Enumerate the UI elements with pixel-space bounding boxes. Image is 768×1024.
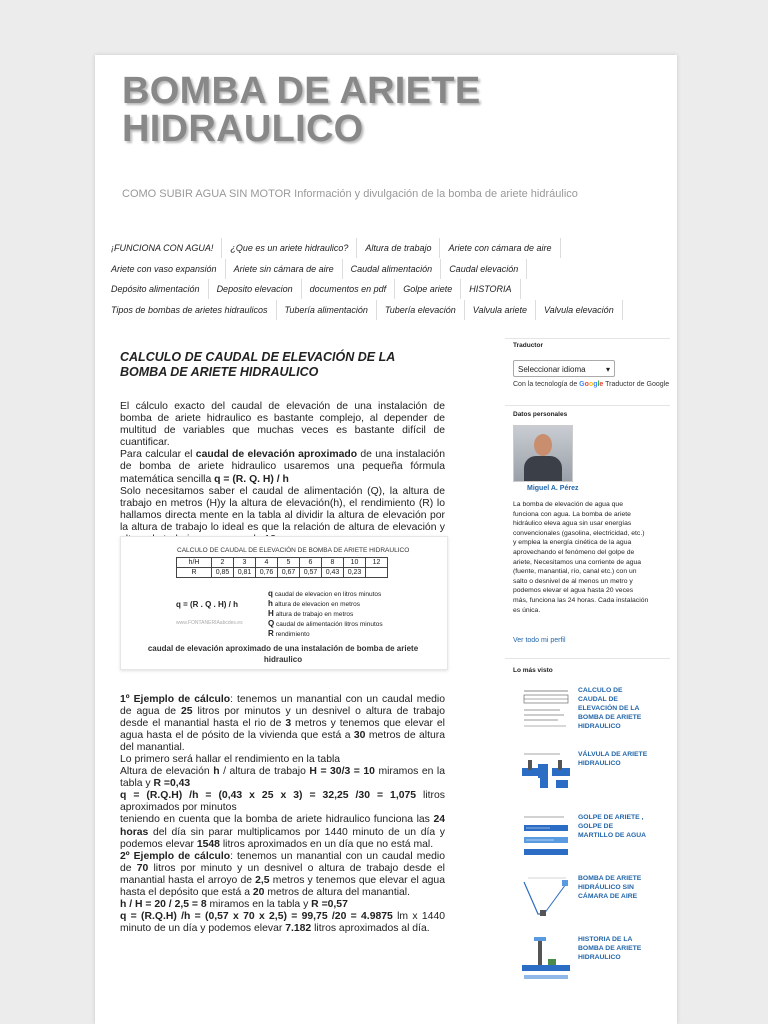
table-cell bbox=[366, 568, 388, 578]
nav-link[interactable]: documentos en pdf bbox=[302, 279, 396, 299]
paragraph bbox=[120, 851, 445, 899]
paragraph bbox=[120, 899, 445, 911]
legend-text: altura de elevacion en metros bbox=[274, 601, 360, 608]
table-cell: 10 bbox=[344, 558, 366, 568]
text: : tenemos un manantial con un caudal medio de agua de bbox=[120, 694, 445, 718]
legend-text: caudal de elevacion en litros minutos bbox=[274, 591, 382, 598]
table-cell: 6 bbox=[300, 558, 322, 568]
author-avatar[interactable] bbox=[513, 425, 573, 482]
text: metros y tenemos que elevar el agua hasta el depósito que está a bbox=[120, 874, 445, 899]
popular-post-link[interactable]: CALCULO DE CAUDAL DE ELEVACIÓN DE LA BOMBA DE ARIETE HIDRAULICO bbox=[578, 687, 642, 730]
legend-text: rendimiento bbox=[275, 631, 310, 638]
translator-heading: Traductor bbox=[513, 342, 543, 349]
legend-item bbox=[268, 609, 383, 619]
text: metros y tenemos que elevar el agua hasta el de pósito de la vivienda que está a bbox=[120, 718, 445, 742]
nav-link[interactable]: Tubería elevación bbox=[377, 300, 465, 320]
text: litros aproximados por minutos bbox=[120, 790, 445, 814]
paragraph bbox=[120, 766, 445, 790]
paragraph bbox=[120, 694, 445, 754]
table-thumbnail-icon[interactable] bbox=[520, 686, 572, 734]
text: miramos en la tabla y bbox=[120, 766, 445, 790]
view-profile-link[interactable]: Ver todo mi perfil bbox=[513, 637, 566, 644]
bold-text: h / H = 20 / 2,5 = 8 bbox=[120, 899, 207, 911]
nav-link[interactable]: Tipos de bombas de arietes hidraulicos bbox=[103, 300, 277, 320]
post-title[interactable]: CALCULO DE CAUDAL DE ELEVACIÓN DE LA BOMBA DE ARIETE HIDRAULICO bbox=[120, 350, 395, 379]
legend-item bbox=[268, 629, 383, 639]
nav-link[interactable]: Ariete sin cámara de aire bbox=[226, 259, 343, 279]
table-cell: 0,67 bbox=[278, 568, 300, 578]
bold-text: H = 30/3 = 10 bbox=[309, 766, 375, 778]
avatar-head bbox=[534, 434, 552, 456]
google-translate-credit bbox=[513, 381, 669, 388]
text: metros de altura del manantial. bbox=[264, 887, 410, 899]
text: metros de altura del manantial. bbox=[120, 730, 445, 754]
pump-diagram-thumbnail-icon[interactable] bbox=[520, 874, 572, 922]
bold-text: 2º Ejemplo de cálculo bbox=[120, 850, 231, 862]
nav-link[interactable]: Ariete con vaso expansión bbox=[103, 259, 226, 279]
popular-post-link[interactable]: HISTORIA DE LA BOMBA DE ARIETE HIDRAULICO bbox=[578, 936, 642, 961]
bold-text: 2,5 bbox=[255, 874, 270, 886]
efficiency-table bbox=[176, 557, 388, 578]
table-cell: 0,57 bbox=[300, 568, 322, 578]
popular-post-link[interactable]: BOMBA DE ARIETE HIDRÁULICO SIN CÁMARA DE AIRE bbox=[578, 875, 642, 900]
table-header: R bbox=[177, 568, 212, 578]
text: lm x 1440 minuto de un día y podemos elevar bbox=[120, 911, 445, 935]
nav-row-1 bbox=[103, 238, 561, 258]
table-cell: 3 bbox=[234, 558, 256, 568]
bold-text: 3 bbox=[285, 718, 292, 730]
formula-table-image bbox=[120, 536, 448, 670]
legend-symbol: H bbox=[268, 609, 274, 618]
popular-posts-heading: Lo más visto bbox=[513, 667, 553, 674]
legend-symbol: h bbox=[268, 599, 273, 608]
bold-text: 30 bbox=[353, 730, 366, 742]
paragraph bbox=[120, 790, 445, 814]
paragraph bbox=[120, 814, 445, 850]
nav-link[interactable]: Deposito elevacion bbox=[209, 279, 302, 299]
avatar-body bbox=[524, 456, 562, 482]
nav-link[interactable]: Valvula elevación bbox=[536, 300, 623, 320]
sidebar-divider bbox=[505, 338, 670, 339]
valve-thumbnail-icon[interactable] bbox=[520, 750, 572, 798]
google-logo[interactable]: Google bbox=[579, 381, 604, 388]
legend-symbol: R bbox=[268, 629, 274, 638]
text: miramos en la tabla y bbox=[206, 899, 312, 911]
table-cell: 2 bbox=[212, 558, 234, 568]
paragraph: Solo necesitamos saber el caudal de alimentación (Q), la altura de trabajo en metros (H)y la altura de elevación(h), el rendimiento (R) lo hallamos directa mente en la tabla al dividir la altura de elevación por la altura de trabajo lo ideal es que la relación de altura de elevación y bbox=[120, 485, 445, 533]
bold-text: 20 bbox=[252, 887, 265, 899]
blog-title[interactable]: BOMBA DE ARIETE HIDRAULICO bbox=[122, 70, 481, 150]
chevron-down-icon: ▾ bbox=[605, 365, 610, 374]
credit-text: Con la tecnología de bbox=[513, 381, 580, 388]
language-select[interactable] bbox=[513, 360, 615, 377]
formula-text: q = (R. Q. H) / h bbox=[214, 473, 289, 485]
legend-item bbox=[268, 589, 383, 599]
credit-text: Traductor de Google bbox=[603, 381, 670, 388]
popular-post-link[interactable]: GOLPE DE ARIETE , GOLPE DE MARTILLO DE AGUA bbox=[578, 814, 647, 839]
text: litros aproximados en un día que no está mal. bbox=[219, 838, 434, 850]
bold-text: caudal de elevación aproximado bbox=[195, 449, 358, 461]
text: : tenemos un manantial con un caudal medio de bbox=[120, 850, 445, 874]
table-cell: 0,81 bbox=[234, 568, 256, 578]
example-1 bbox=[120, 694, 445, 754]
nav-link[interactable]: ¿Que es un ariete hidraulico? bbox=[222, 238, 357, 258]
author-name-link[interactable]: Miguel A. Pérez bbox=[527, 485, 579, 492]
text: Altura de elevación bbox=[120, 766, 214, 778]
bold-text: 1º Ejemplo de cálculo bbox=[120, 694, 231, 705]
nav-link[interactable]: Caudal alimentación bbox=[343, 259, 442, 279]
text: Para calcular el bbox=[120, 449, 196, 461]
nav-link[interactable]: ¡FUNCIONA CON AGUA! bbox=[103, 238, 222, 258]
figure-watermark: www.FONTANERIAabcdes.es bbox=[176, 620, 243, 626]
bold-text: h bbox=[213, 766, 220, 778]
legend-text: altura de trabajo en metros bbox=[275, 611, 354, 618]
figure-formula: q = (R . Q . H) / h bbox=[176, 600, 238, 609]
history-thumbnail-icon[interactable] bbox=[520, 935, 572, 983]
nav-link[interactable]: Golpe ariete bbox=[395, 279, 461, 299]
author-bio: La bomba de elevación de agua que funciona con agua. La bomba de ariete hidráulico eleva agua sin usar energías convencionales (gasolina, electricidad, etc.) y emplea la energía cinética de la agua aprovechando el fenómeno del golpe de ariete, Necesitamos una corriente de agua (fuente, manantial, río, canal etc.) con un salto o desnivel de al menos un metro y podemos elevar el agua hasta 20 veces más, funciona las 24 horas. Cada instalación es única. bbox=[513, 501, 649, 614]
paragraph bbox=[120, 911, 445, 935]
text: de una instalación de bomba de ariete hidraulico usaremos una pequeña fórmula matemática sencilla bbox=[120, 449, 445, 485]
text: litros aproximados al día. bbox=[311, 923, 430, 935]
table-cell: 0,85 bbox=[212, 568, 234, 578]
table-header: h/H bbox=[177, 558, 212, 568]
nav-link[interactable]: Ariete con cámara de aire bbox=[440, 238, 560, 258]
calculations bbox=[120, 754, 445, 935]
table-cell: 8 bbox=[322, 558, 344, 568]
paragraph bbox=[120, 449, 445, 485]
bold-text: 70 bbox=[136, 862, 149, 874]
text: teniendo en cuenta que la bomba de ariete hidraulico funciona las bbox=[120, 814, 434, 826]
nav-link[interactable]: Valvula ariete bbox=[465, 300, 536, 320]
table-cell: 0,23 bbox=[344, 568, 366, 578]
nav-link[interactable]: Caudal elevación bbox=[441, 259, 527, 279]
text: del día sin parar multiplicamos por 1440 minuto de un día y podemos elevar bbox=[120, 826, 445, 850]
table-cell: 0,43 bbox=[322, 568, 344, 578]
nav-link[interactable]: Depósito alimentación bbox=[103, 279, 209, 299]
language-select-value: Seleccionar idioma bbox=[518, 365, 586, 374]
bold-text: q = (R.Q.H) /h = (0,57 x 70 x 2,5) = 99,75 /20 = 4.9875 bbox=[120, 911, 393, 923]
bold-text: 1548 bbox=[196, 838, 220, 850]
table-cell: 5 bbox=[278, 558, 300, 568]
table-cell: 4 bbox=[256, 558, 278, 568]
figure-caption: caudal de elevación aproximado de una instalación de bomba de ariete hidraulico bbox=[147, 644, 419, 664]
nav-row-3 bbox=[103, 279, 521, 299]
sidebar-divider bbox=[505, 658, 670, 659]
table-cell: 12 bbox=[366, 558, 388, 568]
bold-text: 24 horas bbox=[120, 814, 445, 838]
nav-link[interactable]: Altura de trabajo bbox=[357, 238, 440, 258]
bold-text: q = (R.Q.H) /h = (0,43 x 25 x 3) = 32,25 /30 = 1,075 bbox=[120, 790, 417, 802]
legend-item bbox=[268, 619, 383, 629]
bold-text: R =0,43 bbox=[153, 778, 191, 790]
nav-link[interactable]: HISTORIA bbox=[461, 279, 520, 299]
nav-row-4 bbox=[103, 300, 623, 320]
legend-symbol: q bbox=[268, 589, 273, 598]
nav-row-2 bbox=[103, 259, 527, 279]
figure-legend bbox=[268, 589, 383, 639]
figure-title: CALCULO DE CAUDAL DE ELEVACIÓN DE BOMBA DE ARIETE HIDRAULICO bbox=[177, 547, 410, 554]
legend-text: caudal de alimentación litros minutos bbox=[276, 621, 383, 628]
bold-text: 7.182 bbox=[285, 923, 312, 935]
water-hammer-thumbnail-icon[interactable] bbox=[520, 813, 572, 861]
popular-post-link[interactable]: VÁLVULA DE ARIETE HIDRAULICO bbox=[578, 751, 648, 767]
text: litros por minutos y un desnivel o altura de trabajo desde el manantial hasta el rio de bbox=[120, 706, 445, 730]
legend-symbol: Q bbox=[268, 619, 275, 628]
nav-link[interactable]: Tubería alimentación bbox=[277, 300, 377, 320]
legend-item bbox=[268, 599, 383, 609]
paragraph: Lo primero será hallar el rendimiento en la tabla bbox=[120, 754, 341, 765]
bold-text: R =0,57 bbox=[311, 899, 348, 911]
text: litros por minuto y un desnivel o altura de trabajo desde el manantial hasta el arroyo de bbox=[120, 862, 445, 886]
paragraph: El cálculo exacto del caudal de elevación de una instalación de bomba de ariete hidraulico es bastante complejo, al depender de multitud de variables que muchas veces es bastante difícil de cuantificar. bbox=[120, 401, 445, 449]
personal-data-heading: Datos personales bbox=[513, 411, 568, 418]
blog-subtitle: COMO SUBIR AGUA SIN MOTOR Información y divulgación de la bomba de ariete hidráulico bbox=[122, 188, 578, 200]
bold-text: 25 bbox=[180, 706, 193, 718]
post-intro bbox=[120, 401, 445, 546]
table-cell: 0,76 bbox=[256, 568, 278, 578]
text: / altura de trabajo bbox=[219, 766, 310, 778]
sidebar-divider bbox=[505, 405, 670, 406]
